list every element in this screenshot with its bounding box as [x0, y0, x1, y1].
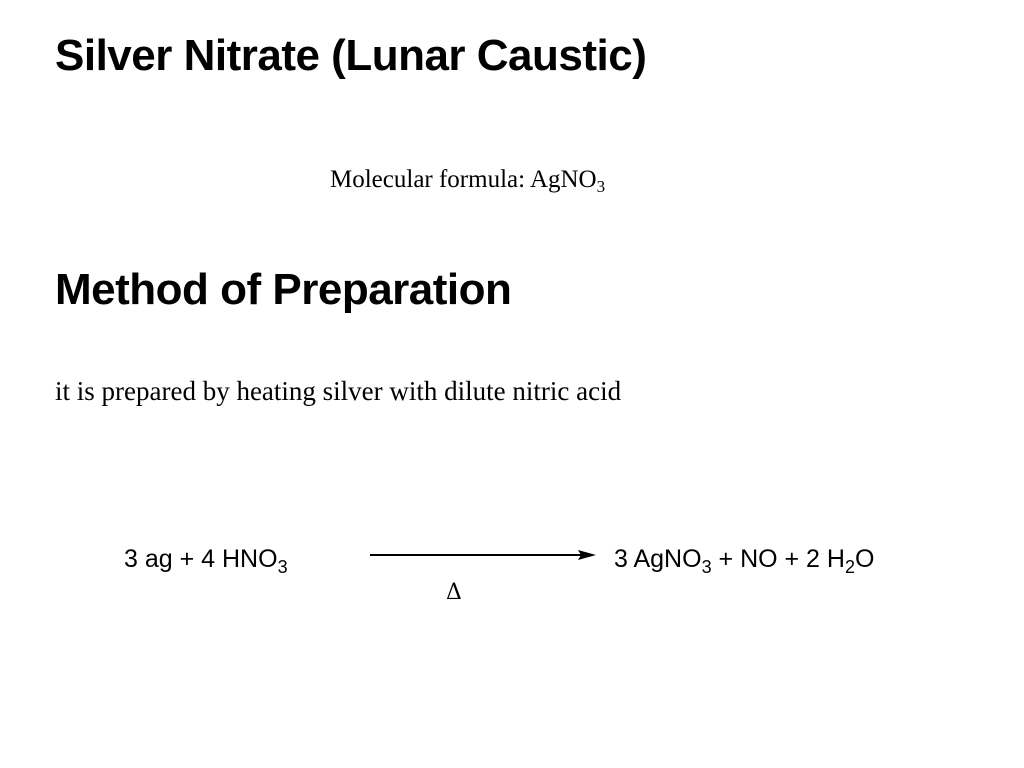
product-b-subscript: 2	[844, 557, 855, 577]
product-a-subscript: 3	[701, 557, 712, 577]
equation-reactants	[124, 545, 288, 578]
reactants-text: 3 ag + 4 HNO	[124, 545, 278, 573]
product-a-text: 3 AgNO	[614, 545, 702, 573]
equation-products	[614, 545, 874, 578]
reaction-arrow-icon	[370, 548, 600, 562]
formula-label: Molecular formula: AgNO	[330, 166, 597, 193]
product-c-text: O	[854, 545, 875, 573]
slide-title: Silver Nitrate (Lunar Caustic)	[55, 31, 647, 80]
section-heading: Method of Preparation	[55, 265, 512, 314]
reactants-subscript: 3	[277, 557, 288, 577]
preparation-description: it is prepared by heating silver with dilute nitric acid	[55, 376, 622, 406]
product-b-text: + NO + 2 H	[711, 545, 845, 573]
heat-condition: Δ	[446, 580, 462, 605]
molecular-formula	[330, 166, 605, 197]
formula-subscript: 3	[596, 177, 606, 196]
